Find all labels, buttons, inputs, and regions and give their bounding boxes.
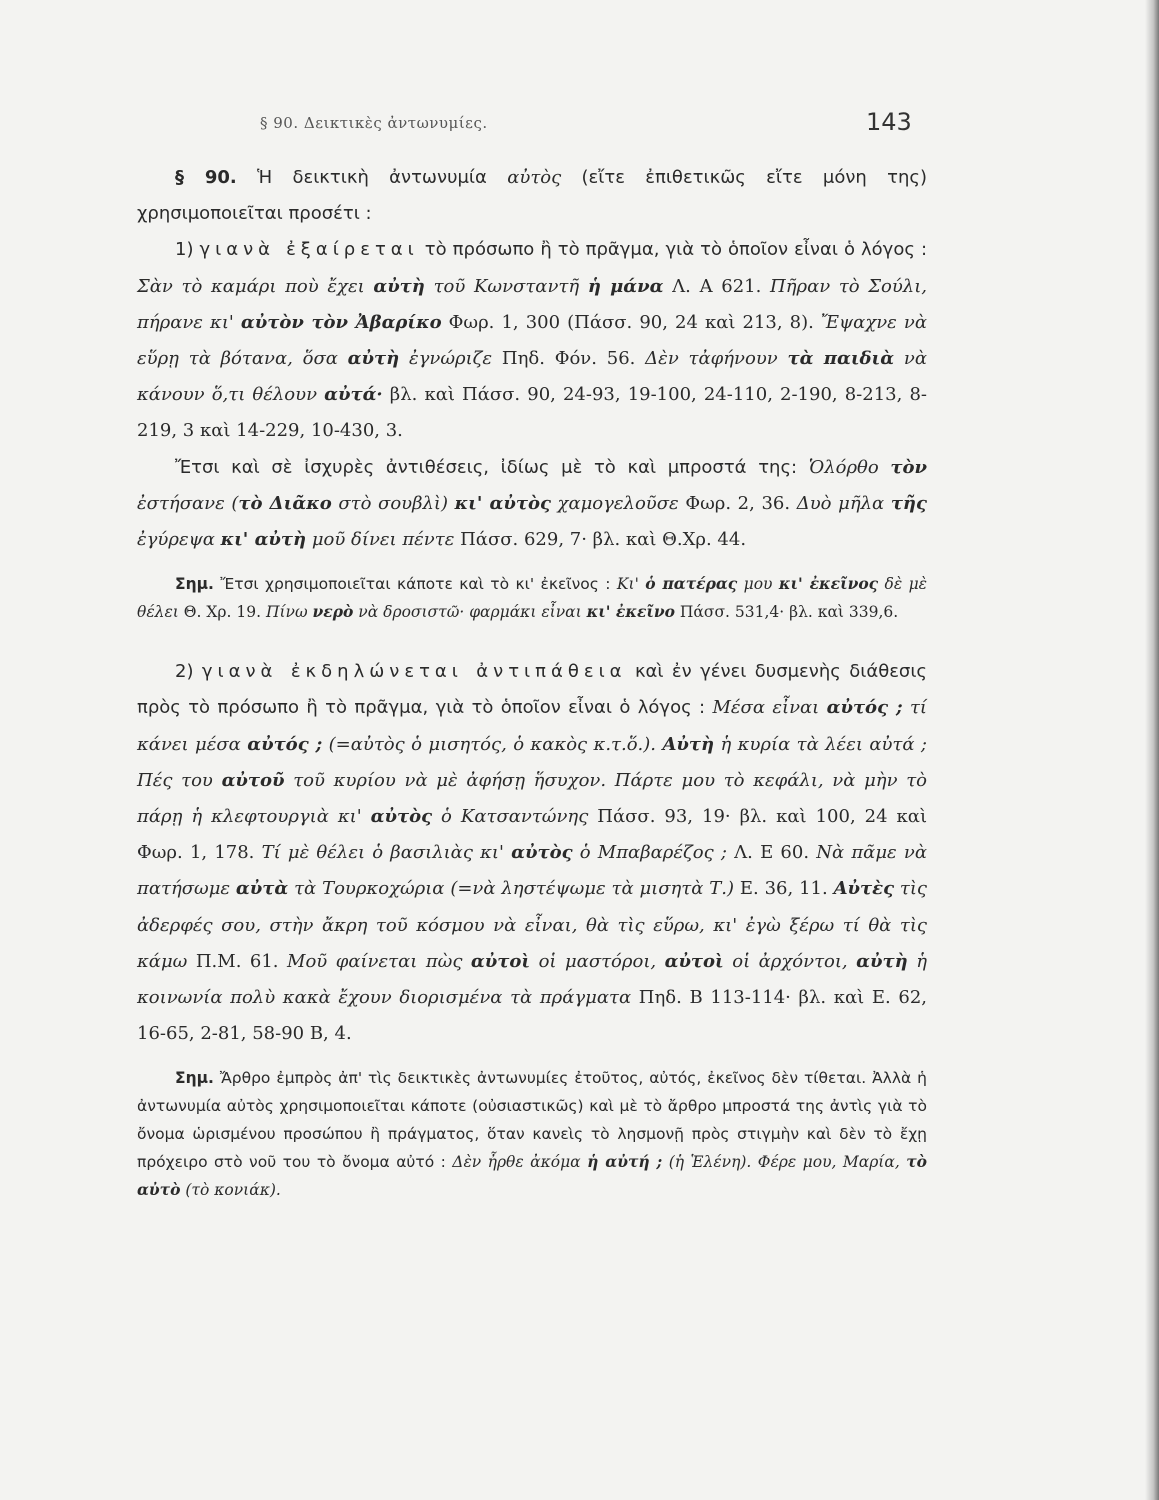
page-body — [137, 160, 927, 1204]
page-edge-shadow — [1145, 0, 1159, 1500]
example: (=αὐτὸς ὁ μισητός, ὁ κακὸς κ.τ.ὅ.). — [322, 733, 663, 755]
emphasis: κι' ἐκεῖνος — [778, 574, 879, 594]
reference: βλ. καὶ Πάσσ. 90, 24-93, 19-100, 24-110, 2-190, 8-213, 8-219, 3 καὶ 14-229, 10-430, 3. — [137, 384, 927, 442]
text: Ἄρθρο ἐμπρὸς ἀπ' τὶς δεικτικὲς ἀντωνυμίες ἐτοῦτος, αὐτός, ἐκεῖνος δὲν τίθεται. Ἀλλὰ ἡ ἀντωνυμία αὐτὸς χρησιμοποιεῖται κάποτε (οὐσιαστικῶς) καὶ μὲ τὸ ἄρθρο μπροστά της ἀντὶς γιὰ τὸ ὄνομα ὡρισμένου προσώπου ἢ πράγματος, ὅταν κανεὶς τὸ λησμονῇ πρὸς στιγμὴν καὶ δὲν τὸ ἔχῃ πρόχειρο στὸ νοῦ του τὸ ὄνομα αὐτό : — [137, 1069, 927, 1172]
section-intro — [137, 160, 927, 232]
emphasis: Αὐτὲς — [833, 878, 895, 900]
emphasis: ἡ μάνα — [587, 275, 664, 297]
example: (ἡ Ἑλένη). Φέρε μου, Μαρία, — [662, 1153, 907, 1172]
spaced-heading: γιανὰ ἐξαίρεται — [199, 239, 419, 261]
paragraph-2 — [137, 450, 927, 559]
reference: Λ. Α 621. — [663, 275, 770, 297]
example: ἐστήσανε ( — [137, 492, 239, 514]
page-header — [0, 108, 1159, 138]
example: Μοῦ φαίνεται πὼς — [287, 950, 471, 972]
emphasis: αὐτοὶ — [470, 950, 531, 972]
text: Ἔτσι χρησιμοποιεῖται κάποτε καὶ τὸ κι' ἐκεῖνος : — [213, 575, 617, 594]
example: τοῦ κυρίου νὰ μὲ ἀφήσῃ ἥσυχον. Πάρτε μου τὸ κεφάλι, νὰ μὴν τὸ πάρῃ ἡ κλεφτουργιὰ κι' — [137, 769, 928, 828]
example: ὁ Μπαβαρέζος ; — [572, 842, 727, 864]
section-number: § 90. — [175, 167, 237, 188]
example: ἐγνώριζε — [399, 348, 493, 370]
emphasis: κι' ἐκεῖνο — [586, 602, 675, 622]
note-1 — [137, 570, 927, 626]
example: ἡ κυρία τὰ λέει αὐτά ; Πές του — [137, 733, 927, 791]
emphasis: τὸν — [890, 456, 927, 478]
reference: Ε. 36, 11. — [734, 878, 834, 900]
text: 1) — [175, 239, 200, 261]
emphasis: αὐτὸς — [511, 842, 573, 864]
running-head: § 90. Δεικτικὲς ἀντωνυμίες. — [260, 114, 488, 132]
example: ἐγύρεψα — [137, 529, 221, 551]
reference: Φωρ. 2, 36. — [678, 492, 797, 514]
example: ὁ Κατσαντώνης — [432, 806, 589, 828]
reference: Θ. Χρ. 19. — [178, 603, 266, 622]
emphasis: ἡ αὐτή ; — [587, 1152, 663, 1172]
example: Νὰ πᾶμε νὰ πατήσωμε — [137, 842, 927, 900]
emphasis: αὐτὸς — [370, 806, 433, 828]
emphasis: τῆς — [890, 492, 927, 514]
emphasis: αὐτοῦ — [221, 769, 285, 791]
emphasis: αὐτὴ — [347, 348, 400, 370]
reference: Φωρ. 1, 300 (Πάσσ. 90, 24 καὶ 213, 8). — [441, 311, 821, 333]
example: Τί μὲ θέλει ὁ βασιλιὰς κι' — [261, 842, 512, 864]
reference: Π.Μ. 61. — [187, 950, 288, 972]
example: (τὸ κονιάκ). — [180, 1181, 281, 1200]
example: μου — [737, 575, 779, 594]
emphasis: αὐτός ; — [826, 697, 903, 719]
text: τὸ πρόσωπο ἢ τὸ πρᾶγμα, γιὰ τὸ ὁποῖον εἶναι ὁ λόγος : — [418, 239, 928, 261]
text: 2) — [175, 661, 202, 683]
reference: Πηδ. Β 113-114· βλ. καὶ Ε. 62, 16-65, 2-81, 58-90 Β, 4. — [137, 987, 928, 1045]
example: Ἔψαχνε νὰ εὕρῃ τὰ βότανα, ὅσα — [137, 311, 927, 370]
example: οἱ ἀρχόντοι, — [723, 950, 857, 972]
page-number: 143 — [866, 108, 912, 136]
reference: Πάσσ. 531,4· βλ. καὶ 339,6. — [674, 603, 899, 622]
example: τί κάνει μέσα — [137, 697, 927, 755]
text: Ἡ δεικτικὴ ἀντωνυμία — [236, 167, 508, 188]
example: Πῆραν τὸ Σούλι, πήρανε κι' — [137, 275, 927, 333]
emphasis: αὐτὴ — [373, 275, 425, 297]
reference: Πάσσ. 629, 7· βλ. καὶ Θ.Χρ. 44. — [454, 529, 747, 551]
emphasis: αὐτά· — [324, 384, 383, 406]
example: τὰ Τουρκοχώρια (=νὰ ληστέψωμε τὰ μισητὰ Τ.) — [288, 878, 735, 900]
example: Πίνω — [265, 603, 313, 622]
note-2 — [137, 1064, 927, 1204]
emphasis: αὐτοὶ — [664, 950, 724, 972]
reference: Λ. Ε 60. — [726, 842, 817, 864]
emphasis: τὸ αὐτὸ — [137, 1152, 927, 1200]
emphasis: ὁ πατέρας — [645, 574, 738, 594]
example: νὰ δροσιστῶ· φαρμάκι εἶναι — [353, 603, 587, 622]
emphasis: κι' αὐτὸς — [454, 492, 551, 514]
text: αὐτὸς — [507, 167, 562, 188]
example: ἡ κοινωνία πολὺ κακὰ ἔχουν διορισμένα τὰ πράγματα — [137, 950, 927, 1009]
example: Μέσα εἶναι — [712, 697, 827, 719]
text: καὶ ἐν γένει δυσμενὴς διάθεσις πρὸς τὸ πρόσωπο ἢ τὸ πρᾶγμα, γιὰ τὸ ὁποῖον εἶναι ὁ λόγος : — [137, 661, 927, 719]
reference: Πάσσ. 93, 19· βλ. καὶ 100, 24 καὶ Φωρ. 1, 178. — [137, 806, 927, 864]
example: στὸ σουβλὶ) — [331, 492, 455, 514]
emphasis: αὐτὰ — [235, 878, 289, 900]
note-label: Σημ. — [175, 575, 214, 594]
spaced-heading: γιανὰ ἐκδηλώνεται ἀντιπάθεια — [201, 661, 627, 683]
note-label: Σημ. — [175, 1069, 214, 1088]
example: Κι' — [616, 575, 646, 594]
example: μοῦ δίνει πέντε — [306, 529, 455, 551]
example: τοῦ Κωνσταντῆ — [424, 275, 588, 297]
example: Δὲν ἦρθε ἀκόμα — [452, 1153, 588, 1172]
emphasis: κι' αὐτὴ — [220, 529, 307, 551]
example: δὲ μὲ θέλει — [137, 575, 927, 622]
paragraph-3 — [137, 654, 927, 1052]
paragraph-1 — [137, 232, 927, 449]
example: Σὰν τὸ καμάρι ποὺ ἔχει — [137, 275, 374, 297]
emphasis: αὐτὸν τὸν Ἀβαρίκο — [240, 311, 442, 333]
text: Ἔτσι καὶ σὲ ἰσχυρὲς ἀντιθέσεις, ἰδίως μὲ τὸ καὶ μπροστά της: — [175, 456, 809, 478]
example: νὰ κάνουν ὅ,τι θέλουν — [137, 348, 927, 406]
emphasis: αὐτὴ — [856, 950, 908, 972]
emphasis: αὐτός ; — [247, 733, 323, 755]
example: Ὁλόρθο — [808, 456, 891, 478]
emphasis: Αὐτὴ — [662, 733, 715, 755]
emphasis: τὰ παιδιὰ — [787, 348, 895, 370]
emphasis: νερὸ — [312, 602, 354, 622]
example: Δὲν τἀφήνουν — [645, 348, 788, 370]
example: οἱ μαστόροι, — [530, 950, 665, 972]
example: χαμογελοῦσε — [550, 492, 679, 514]
reference: Πηδ. Φόν. 56. — [492, 348, 646, 370]
emphasis: τὸ Διᾶκο — [238, 492, 332, 514]
example: τὶς ἀδερφές σου, στὴν ἄκρη τοῦ κόσμου νὰ εἶναι, θὰ τὶς εὕρω, κι' ἐγὼ ξέρω τί θὰ τὶς κάμω — [137, 878, 928, 972]
text: (εἴτε ἐπιθετικῶς εἴτε μόνη της) χρησιμοποιεῖται προσέτι : — [137, 167, 927, 225]
example: Δυὸ μῆλα — [796, 492, 891, 514]
